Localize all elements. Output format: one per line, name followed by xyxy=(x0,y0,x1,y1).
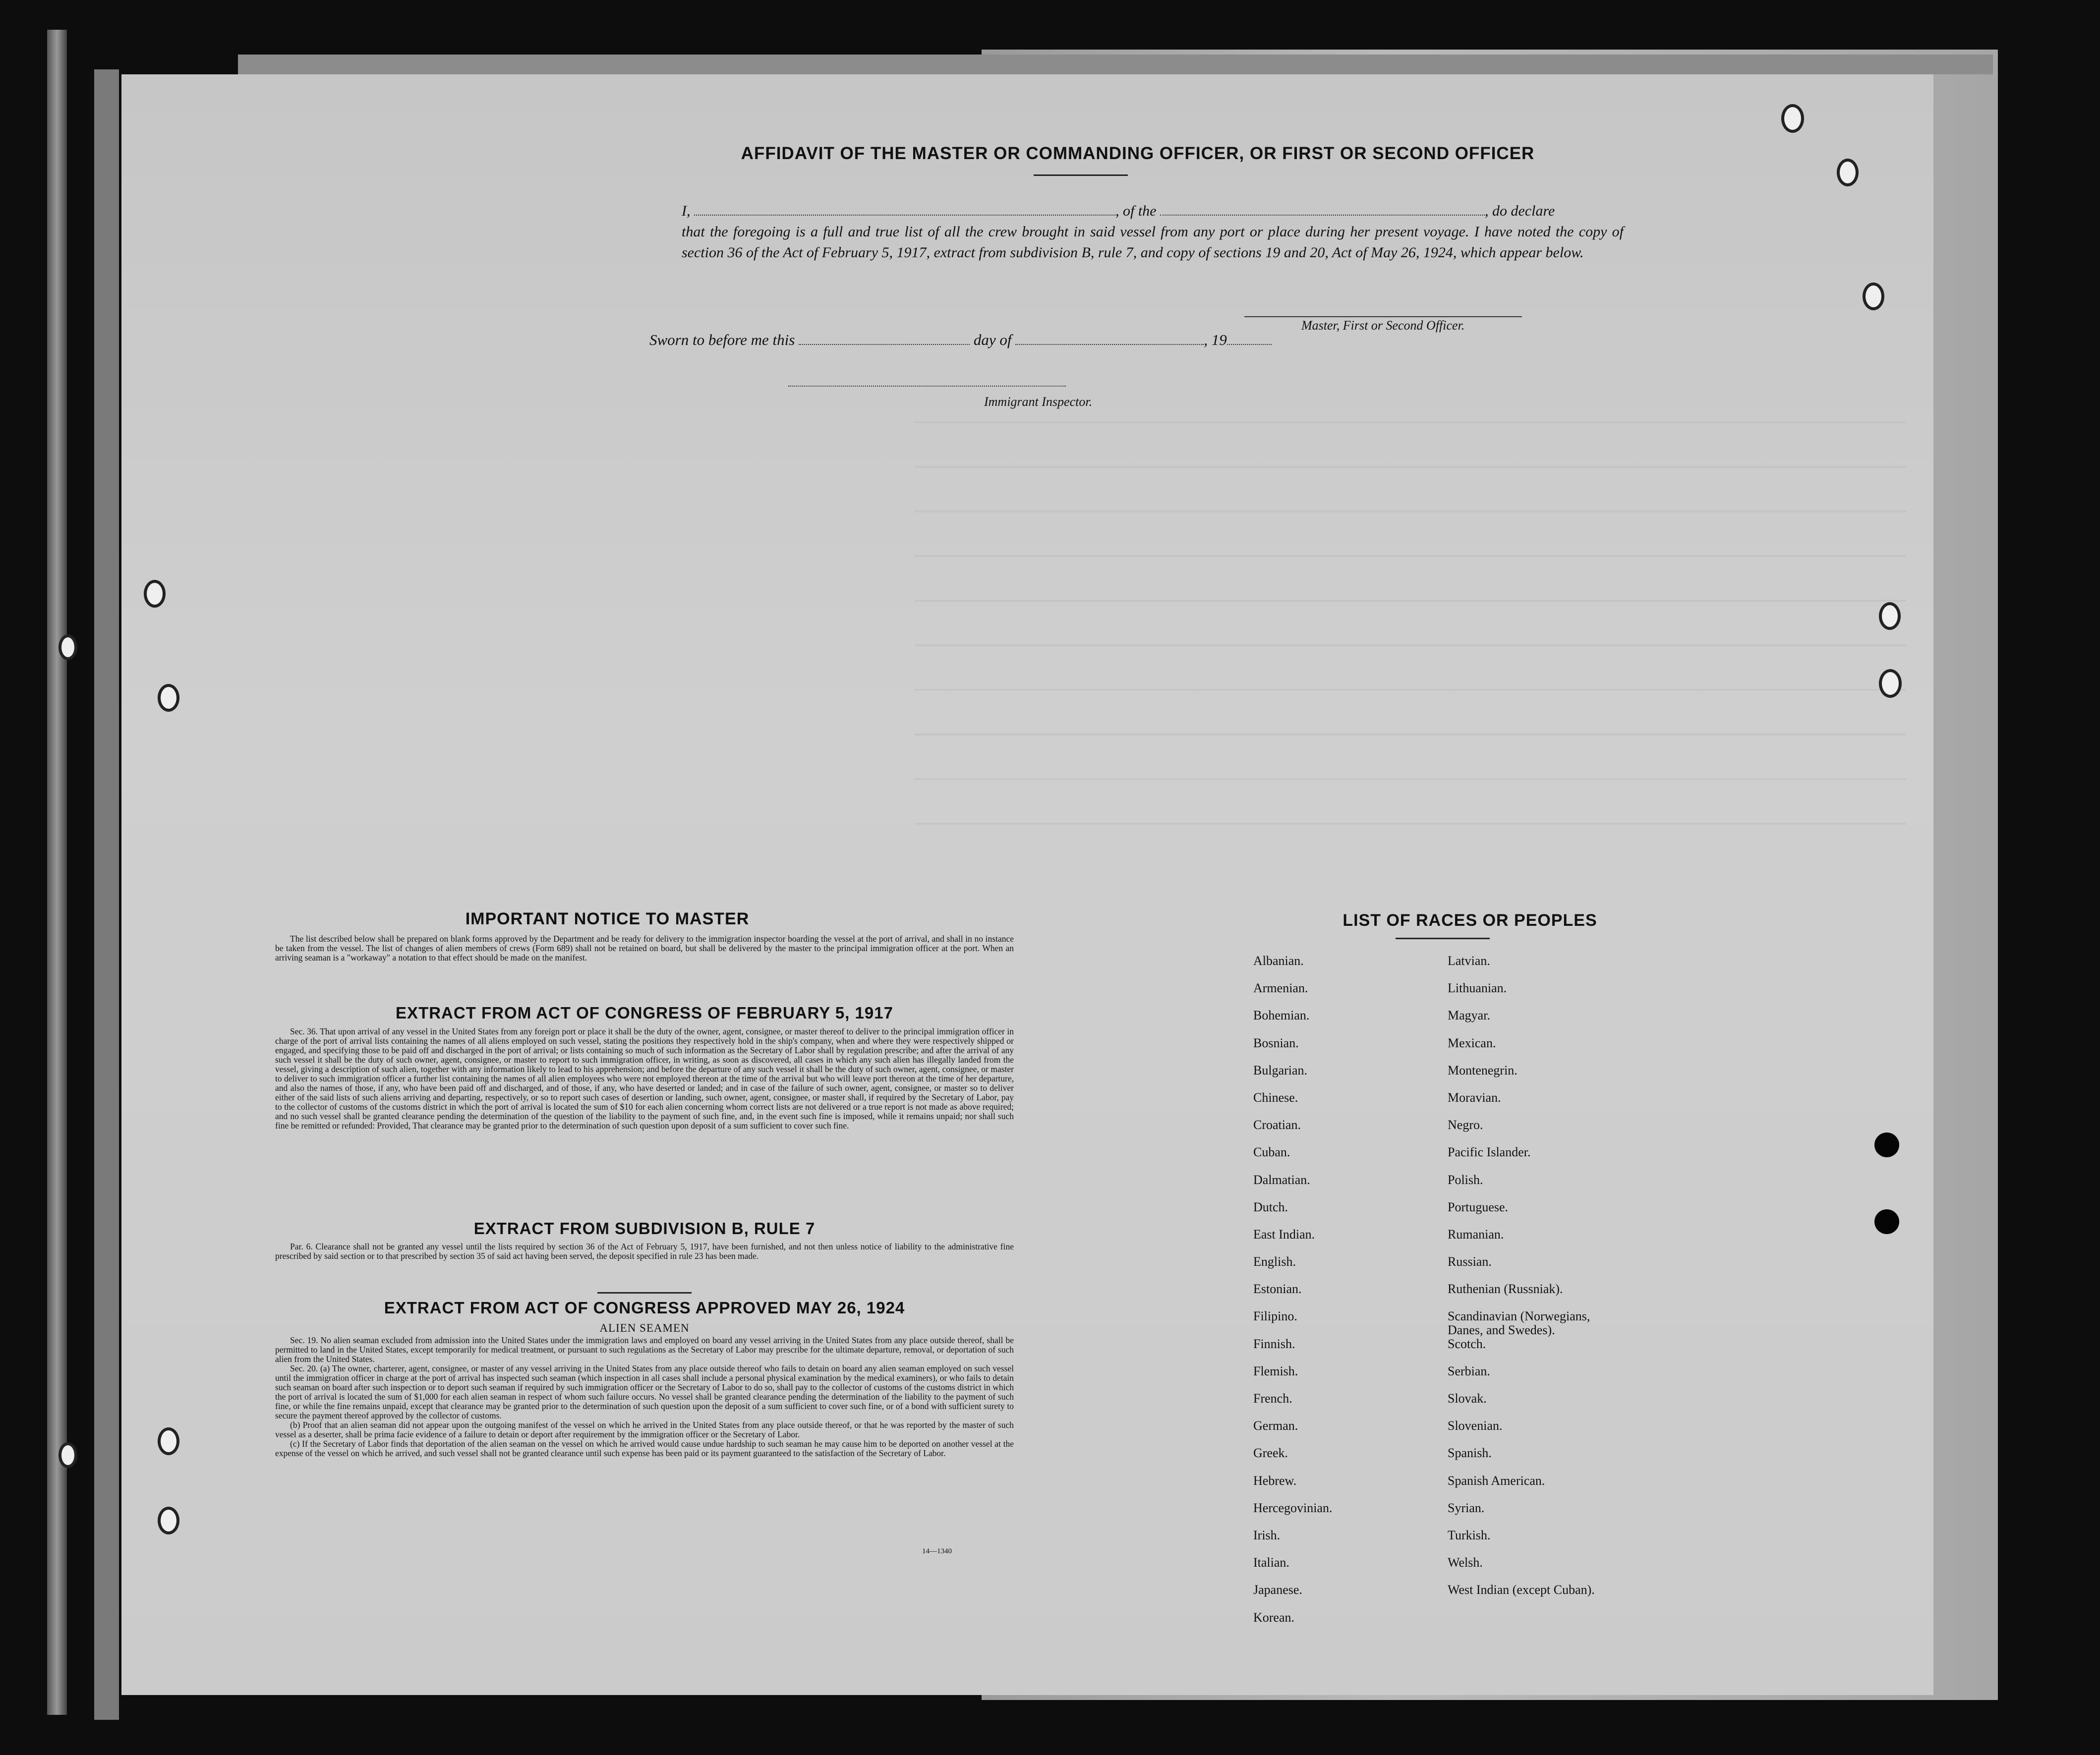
race-item: Dalmatian. xyxy=(1253,1172,1310,1187)
extract-1924-body xyxy=(275,1336,1014,1458)
race-item: Slovak. xyxy=(1448,1391,1487,1406)
sworn-year-field[interactable] xyxy=(1227,331,1272,345)
race-item: East Indian. xyxy=(1253,1227,1315,1242)
race-item: Armenian. xyxy=(1253,981,1308,996)
extract-rule7-title: EXTRACT FROM SUBDIVISION B, RULE 7 xyxy=(473,1219,816,1238)
race-item: Filipino. xyxy=(1253,1309,1297,1324)
race-item: Montenegrin. xyxy=(1448,1063,1517,1077)
punch-hole xyxy=(1879,669,1902,698)
race-item: German. xyxy=(1253,1418,1298,1433)
race-item: Bohemian. xyxy=(1253,1008,1310,1023)
sworn-label: Sworn to before me this xyxy=(649,331,795,348)
race-item: Scandinavian (Norwegians, Danes, and Swedes). xyxy=(1448,1309,1590,1338)
affidavit-do-declare: , do declare xyxy=(1485,203,1555,219)
affidavit-statement: that the foregoing is a full and true list of all the crew brought in said vessel from any port or place during her present voyage. I have noted the copy of section 36 of the Act of February 5, 1917, extract from subdivision B, rule 7, and copy of sections 19 and 20, Act of May 26, 1924, which appear below. xyxy=(682,224,1624,261)
binder-hole xyxy=(58,1442,77,1468)
race-item: Spanish American. xyxy=(1448,1473,1545,1488)
binder-hole xyxy=(158,1507,179,1534)
form-number: 14—1340 xyxy=(922,1547,952,1555)
race-item: Italian. xyxy=(1253,1555,1289,1570)
race-item: Magyar. xyxy=(1448,1008,1490,1023)
affidavit-i: I, xyxy=(682,203,691,219)
signature-field[interactable] xyxy=(1244,316,1522,317)
binder-hole xyxy=(58,634,77,660)
notice-body xyxy=(275,934,1014,962)
race-item: French. xyxy=(1253,1391,1292,1406)
races-column-left xyxy=(1253,954,1333,1638)
binder-hole xyxy=(144,580,166,608)
day-of-label: day of xyxy=(973,331,1012,348)
race-item: Irish. xyxy=(1253,1528,1281,1542)
inspector-caption: Immigrant Inspector. xyxy=(984,395,1093,409)
race-item: Hercegovinian. xyxy=(1253,1500,1333,1515)
race-item: Mexican. xyxy=(1448,1035,1496,1050)
punch-hole-dark xyxy=(1874,1209,1899,1234)
extract-1924-title: EXTRACT FROM ACT OF CONGRESS APPROVED MAY 26, 1924 xyxy=(384,1299,905,1317)
race-item: Dutch. xyxy=(1253,1199,1288,1214)
race-item: Polish. xyxy=(1448,1172,1483,1187)
binder-edge xyxy=(94,69,119,1720)
affidavit-text xyxy=(682,201,1624,263)
sworn-month-field[interactable] xyxy=(1015,331,1204,345)
race-item: Greek. xyxy=(1253,1446,1288,1461)
race-item: Pacific Islander. xyxy=(1448,1145,1531,1160)
race-item: Russian. xyxy=(1448,1254,1492,1269)
punch-hole-dark xyxy=(1874,1132,1899,1157)
races-title: LIST OF RACES OR PEOPLES xyxy=(1342,911,1597,930)
inspector-signature-field[interactable] xyxy=(788,386,1066,387)
sworn-day-field[interactable] xyxy=(799,331,970,345)
race-item: Moravian. xyxy=(1448,1090,1501,1105)
race-item: Finnish. xyxy=(1253,1336,1295,1351)
race-item: Bulgarian. xyxy=(1253,1063,1308,1077)
vessel-name-field[interactable] xyxy=(1160,202,1485,216)
race-item: Serbian. xyxy=(1448,1363,1490,1378)
punch-hole xyxy=(1863,283,1884,310)
section-20b: (b) Proof that an alien seaman did not appear upon the outgoing manifest of the vessel on which he arrived in the United States from any place outside thereof, or that he was reported by the master of such vessel as a deserter, shall be prima facie evidence of a failure to detain or deport after requirement by the immigration officer or the Secretary of Labor. xyxy=(275,1420,1014,1439)
punch-hole xyxy=(1781,104,1804,133)
punch-hole xyxy=(1837,159,1859,186)
race-item: Flemish. xyxy=(1253,1363,1298,1378)
races-column-right xyxy=(1448,954,1601,1611)
race-item: Syrian. xyxy=(1448,1500,1485,1515)
notice-title: IMPORTANT NOTICE TO MASTER xyxy=(465,909,750,928)
race-item: Rumanian. xyxy=(1448,1227,1504,1242)
binder-hole xyxy=(158,1427,179,1455)
year-label: , 19 xyxy=(1204,331,1227,348)
race-item: Portuguese. xyxy=(1448,1199,1509,1214)
paragraph-6: Par. 6. Clearance shall not be granted any vessel until the lists required by section 36 of the Act of February 5, 1917, have been furnished, and not then unless notice of liability to the administrative fine prescribed by said section or to that prescribed by section 35 of said act having been served, the deposit specified in rule 23 has been made. xyxy=(275,1242,1014,1261)
affidavit-title: AFFIDAVIT OF THE MASTER OR COMMANDING OFFICER, OR FIRST OR SECOND OFFICER xyxy=(741,144,1535,163)
section-20a: Sec. 20. (a) The owner, charterer, agent, consignee, or master of any vessel arriving in the United States from any place outside thereof who fails to detain on board any alien seaman employed on such vessel until the immigration officer in charge at the port of arrival has inspected such seaman (which inspection in all cases shall include a personal physical examination by the medical examiners), or who fails to detain such seaman on board after such inspection or to deport such seaman if required by such immigration officer or the Secretary of Labor to do so, shall pay to the collector of customs of the customs district in which the port of arrival is located the sum of $1,000 for each alien seaman in respect of whom such failure occurs. No vessel shall be granted clearance pending the determination of the liability to the payment of such fine, or while the fine remains unpaid, except that clearance may be granted prior to the determination of such question upon the deposit of a sum sufficient to cover such fine, or of a bond with sufficient surety to secure the payment thereof approved by the collector of customs. xyxy=(275,1363,1014,1420)
sworn-line xyxy=(649,331,1272,349)
race-item: Estonian. xyxy=(1253,1282,1302,1297)
extract-1917-title: EXTRACT FROM ACT OF CONGRESS OF FEBRUARY 5, 1917 xyxy=(396,1004,893,1022)
alien-seamen-subtitle: ALIEN SEAMEN xyxy=(599,1322,690,1334)
section-19: Sec. 19. No alien seaman excluded from admission into the United States under the immigration laws and employed on board any vessel arriving in the United States from any place outside thereof, shall be permitted to land in the United States, except temporarily for medical treatment, or pursuant to such regulations as the Secretary of Labor may prescribe for the ultimate departure, removal, or deportation of such alien from the United States. xyxy=(275,1335,1014,1364)
race-item: Ruthenian (Russniak). xyxy=(1448,1282,1563,1297)
binder-hole xyxy=(158,684,179,712)
race-item: Turkish. xyxy=(1448,1528,1491,1542)
race-item: Negro. xyxy=(1448,1118,1483,1132)
punch-hole xyxy=(1879,602,1901,630)
extract-rule7-body xyxy=(275,1242,1014,1261)
race-item: Welsh. xyxy=(1448,1555,1483,1570)
extract-1917-body xyxy=(275,1027,1014,1131)
section-rule xyxy=(597,1292,692,1294)
race-item: Cuban. xyxy=(1253,1145,1290,1160)
affidavit-of-the: , of the xyxy=(1115,203,1157,219)
officer-name-field[interactable] xyxy=(694,202,1115,216)
race-item: Albanian. xyxy=(1253,954,1304,968)
race-item: Hebrew. xyxy=(1253,1473,1297,1488)
race-item: Korean. xyxy=(1253,1610,1295,1625)
race-item: Chinese. xyxy=(1253,1090,1298,1105)
race-item: Scotch. xyxy=(1448,1336,1486,1351)
race-item: Latvian. xyxy=(1448,954,1490,968)
race-item: English. xyxy=(1253,1254,1296,1269)
race-item: Japanese. xyxy=(1253,1583,1302,1597)
title-rule xyxy=(1034,174,1128,176)
signature-caption: Master, First or Second Officer. xyxy=(1301,318,1465,333)
document-page xyxy=(121,74,1933,1695)
race-item: Slovenian. xyxy=(1448,1418,1503,1433)
notice-paragraph: The list described below shall be prepared on blank forms approved by the Department and be ready for delivery to the immigration inspector boarding the vessel at the port of arrival, and shall in no instance be taken from the vessel. The list of changes of alien members of crews (Form 689) shall not be retained on board, but shall be delivered by the master to the principal immigration officer at the port. When an arriving seaman is a "workaway" a notation to that effect should be made on the manifest. xyxy=(275,934,1014,962)
race-item: West Indian (except Cuban). xyxy=(1448,1583,1595,1597)
section-36: Sec. 36. That upon arrival of any vessel in the United States from any foreign port or place it shall be the duty of the owner, agent, consignee, or master thereof to deliver to the principal immigration officer in charge of the port of arrival lists containing the names of all aliens employed on such vessel, stating the positions they respectively hold in the ship's company, when and where they were respectively shipped or engaged, and specifying those to be paid off and discharged in the port of arrival; or lists containing so much of such information as the Secretary of Labor shall by regulation prescribe; and after the arrival of any such vessel it shall be the duty of such owner, agent, consignee, or master to report to such immigration officer, in writing, as soon as discovered, all cases in which any such alien has illegally landed from the vessel, giving a description of such alien, together with any information likely to lead to his apprehension; and before the departure of any such vessel it shall be the duty of such owner, agent, consignee, or master to deliver to such immigration officer a further list containing the names of all alien employees who were not employed thereon at the time of the arrival but who will leave port thereon at the time of her departure, and also the names of those, if any, who have been paid off and discharged, and of those, if any, who have deserted or landed; and in case of the failure of such owner, agent, consignee, or master so to deliver either of the said lists of such aliens arriving and departing, respectively, or so to report such cases of desertion or landing, such owner, agent, consignee, or master shall, if required by the Secretary of Labor, pay to the collector of customs of the customs district in which the port of arrival is located the sum of $10 for each alien concerning whom correct lists are not delivered or a true report is not made as above required; and no such vessel shall be granted clearance pending the determination of the question of the liability to the payment of such fine, and, in the event such fine is imposed, while it remains unpaid; nor shall such fine be remitted or refunded: Provided, That clearance may be granted prior to the determination of such question upon deposit of a sum sufficient to cover such fine. xyxy=(275,1026,1014,1131)
section-20c: (c) If the Secretary of Labor finds that deportation of the alien seaman on the vessel on which he arrived would cause undue hardship to such seaman he may cause him to be deported on another vessel at the expense of the vessel on which he arrived, and such vessel shall not be granted clearance until such expense has been paid or its payment guaranteed to the satisfaction of the Secretary of Labor. xyxy=(275,1439,1014,1458)
race-item: Bosnian. xyxy=(1253,1035,1299,1050)
races-rule xyxy=(1396,938,1490,939)
race-item: Lithuanian. xyxy=(1448,981,1507,996)
race-item: Croatian. xyxy=(1253,1118,1301,1132)
race-item: Spanish. xyxy=(1448,1446,1492,1461)
underlying-sheet-edge xyxy=(238,55,1993,74)
